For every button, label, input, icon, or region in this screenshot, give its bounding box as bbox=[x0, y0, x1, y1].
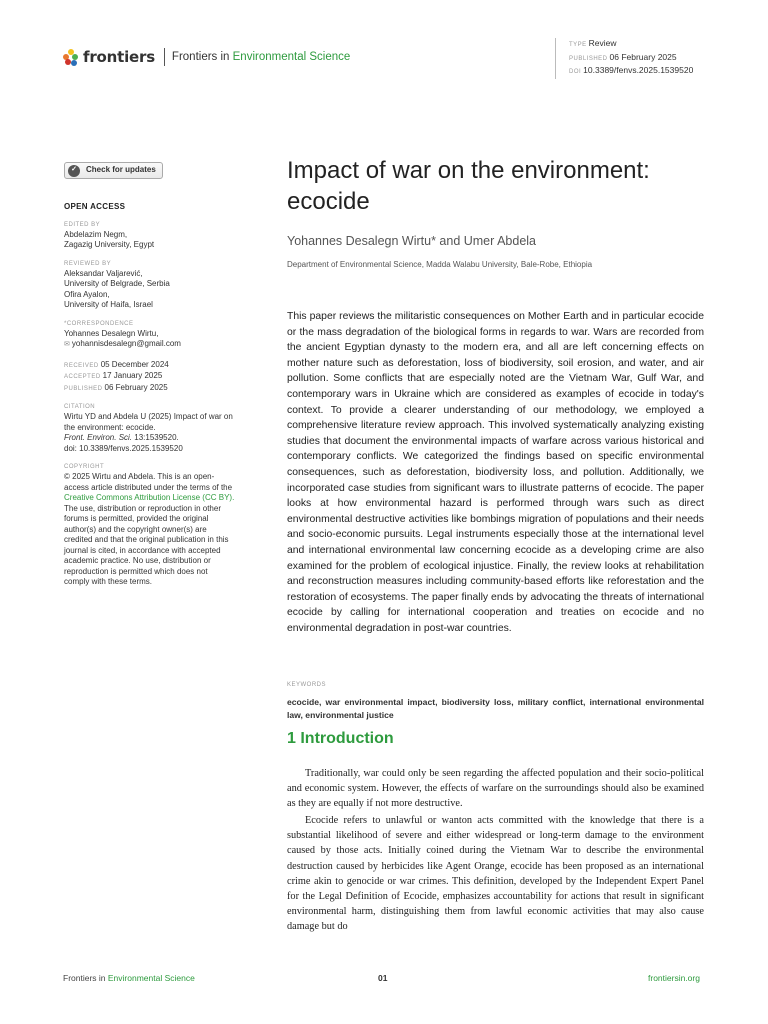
editor-name: Abdelazim Negm, bbox=[64, 229, 128, 239]
copyright-line: credited and that the original publication in this bbox=[64, 535, 229, 544]
reviewer-2-name: Ofira Ayalon, bbox=[64, 289, 110, 299]
citation-line: Wirtu YD and Abdela U (2025) Impact of war on bbox=[64, 412, 233, 421]
citation-label: CITATION bbox=[64, 404, 96, 410]
keywords-label: KEYWORDS bbox=[287, 682, 327, 688]
keywords: ecocide, war environmental impact, biodiversity loss, military conflict, international environmental law, environmental justice bbox=[287, 697, 704, 720]
copyright-line: © 2025 Wirtu and Abdela. This is an open- bbox=[64, 472, 215, 481]
doi-label: DOI bbox=[569, 69, 582, 75]
journal-name[interactable] bbox=[172, 51, 350, 63]
section-heading-introduction: 1 Introduction bbox=[287, 730, 394, 747]
copyright-label: COPYRIGHT bbox=[64, 464, 105, 470]
frontiers-logo-mark-icon bbox=[63, 49, 78, 66]
copyright-line: access article distributed under the terms of the bbox=[64, 482, 233, 492]
article-authors[interactable]: Yohannes Desalegn Wirtu* and Umer Abdela bbox=[287, 234, 536, 248]
journal-prefix: Frontiers in bbox=[171, 51, 233, 63]
published-value: 06 February 2025 bbox=[609, 51, 677, 62]
open-access-label: OPEN ACCESS bbox=[64, 202, 126, 211]
sidebar bbox=[64, 162, 260, 588]
accepted-date: 17 January 2025 bbox=[102, 371, 163, 380]
frontiers-logo[interactable] bbox=[63, 48, 350, 66]
check-updates-icon: ✓ bbox=[68, 165, 80, 177]
footer-journal-prefix: Frontiers in bbox=[63, 973, 108, 983]
citation-journal-line bbox=[64, 433, 260, 444]
copyright-line: forums is permitted, provided the original bbox=[64, 514, 209, 523]
abstract: This paper reviews the militaristic consequences on Mother Earth and in particular ecocide or the mass degradation of the biological forms in regards to war. Wars are recorded from the ancient Egyptian dynasty to the modern era, and all are left concerning effects on mother nature such as deforestation, loss of biodiversity, soil erosion, and water, and air pollution. Some conflicts that are especially noted are the Vietnam War, Gulf War, and contemporary wars in Ukraine which are considered as examples of ecocide in today's context. To provide a clearer understanding of our methodology, we employed a comprehensive literature review approach. This involved systematically analyzing existing studies that document the environmental impacts of warfare across various historical and contemporary conflicts. We categorized the findings based on specific environmental consequences, such as deforestation, biodiversity loss, and pollution. Additionally, we incorporated case studies from significant wars to illustrate patterns of ecocide. The paper looks at how environmental hazard is performed through wars such as direct environmental destructive activities like bombings migration of populations and their needs and socio-economic pursuits. Legal instruments especially those at the international level and international environmental law concerning ecocide as a developing crime are also examined for the problem of ecological injustice. Finally, the review looks at rehabilitation and reconstruction measures including community-based efforts like reforestation and the restoration of ecosystems. The paper finally ends by advocating the threats of international ecocide by calling for international cooperation and treaties on ecocide and no environmental degradation in post-war countries. bbox=[287, 311, 704, 634]
reviewed-by-label: REVIEWED BY bbox=[64, 260, 112, 267]
copyright-line: The use, distribution or reproduction in other bbox=[64, 503, 221, 513]
accepted-label: ACCEPTED bbox=[64, 374, 101, 380]
copyright-line: journal is cited, in accordance with accepted bbox=[64, 545, 221, 555]
check-for-updates-button[interactable] bbox=[64, 162, 163, 179]
footer-journal[interactable] bbox=[63, 973, 195, 983]
correspondence-email[interactable] bbox=[64, 339, 260, 351]
published-label: PUBLISHED bbox=[64, 385, 103, 392]
type-value: Review bbox=[588, 38, 617, 48]
copyright-line: comply with these terms. bbox=[64, 577, 153, 586]
page-number: 01 bbox=[378, 973, 388, 983]
article-meta bbox=[555, 38, 693, 79]
edited-by-label: EDITED BY bbox=[64, 221, 101, 228]
citation-volume: 13:1539520. bbox=[132, 433, 179, 442]
check-updates-label: Check for updates bbox=[86, 165, 156, 175]
brand-name: frontiers bbox=[83, 48, 155, 66]
copyright-line: author(s) and the copyright owner(s) are bbox=[64, 524, 207, 534]
citation-line: the environment: ecocide. bbox=[64, 422, 156, 432]
footer-journal-name: Environmental Science bbox=[107, 973, 195, 983]
body-text bbox=[287, 766, 704, 936]
correspondence-name: Yohannes Desalegn Wirtu, bbox=[64, 328, 159, 338]
published-date: 06 February 2025 bbox=[104, 382, 168, 392]
body-paragraph: Traditionally, war could only be seen regarding the affected population and their socio-political and economic system. However, the effects of warfare on the surroundings should also be examined as they are equally if not more destructive. bbox=[287, 768, 704, 810]
footer-site-link[interactable]: frontiersin.org bbox=[648, 973, 700, 983]
journal-title: Environmental Science bbox=[232, 51, 351, 63]
editor-affiliation: Zagazig University, Egypt bbox=[64, 240, 155, 249]
citation-journal: Front. Environ. Sci. bbox=[64, 433, 133, 442]
citation-doi[interactable]: doi: 10.3389/fenvs.2025.1539520 bbox=[64, 443, 183, 453]
doi-value[interactable]: 10.3389/fenvs.2025.1539520 bbox=[583, 65, 694, 75]
type-label: TYPE bbox=[569, 42, 587, 48]
reviewer-2-affiliation: University of Haifa, Israel bbox=[64, 300, 153, 309]
mail-icon: ✉ bbox=[64, 341, 70, 348]
correspondence-label: *CORRESPONDENCE bbox=[64, 320, 134, 327]
reviewer-1-affiliation: University of Belgrade, Serbia bbox=[64, 279, 170, 288]
dates-block bbox=[64, 360, 260, 395]
header-divider bbox=[164, 48, 165, 66]
author-affiliation: Department of Environmental Science, Madda Walabu University, Bale-Robe, Ethiopia bbox=[287, 260, 593, 269]
published-label: PUBLISHED bbox=[569, 55, 608, 62]
copyright-line: reproduction is permitted which does not bbox=[64, 566, 208, 576]
received-label: RECEIVED bbox=[64, 362, 99, 369]
cc-by-license-link[interactable]: Creative Commons Attribution License (CC BY). bbox=[64, 493, 235, 502]
reviewer-1-name: Aleksandar Valjarević, bbox=[64, 268, 143, 278]
body-paragraph: Ecocide refers to unlawful or wanton acts committed with the knowledge that there is a substantial likelihood of severe and either widespread or long-term damage to the environment caused by those acts. Initially coined during the Vietnam War to describe the environmental destruction caused by herbicides like Agent Orange, ecocide has been proposed as an international crime akin to genocide or war crimes. This definition, developed by the Independent Expert Panel for the Legal Definition of Ecocide, emphasizes accountability for actions that result in significant environmental harm, distinguishing them from lawful economic activities that may also cause damage but do bbox=[287, 815, 704, 932]
copyright-line: academic practice. No use, distribution or bbox=[64, 556, 211, 565]
article-title: Impact of war on the environment: ecocide bbox=[287, 157, 650, 215]
email-text: yohannisdesalegn@gmail.com bbox=[71, 339, 181, 348]
received-date: 05 December 2024 bbox=[100, 359, 169, 369]
